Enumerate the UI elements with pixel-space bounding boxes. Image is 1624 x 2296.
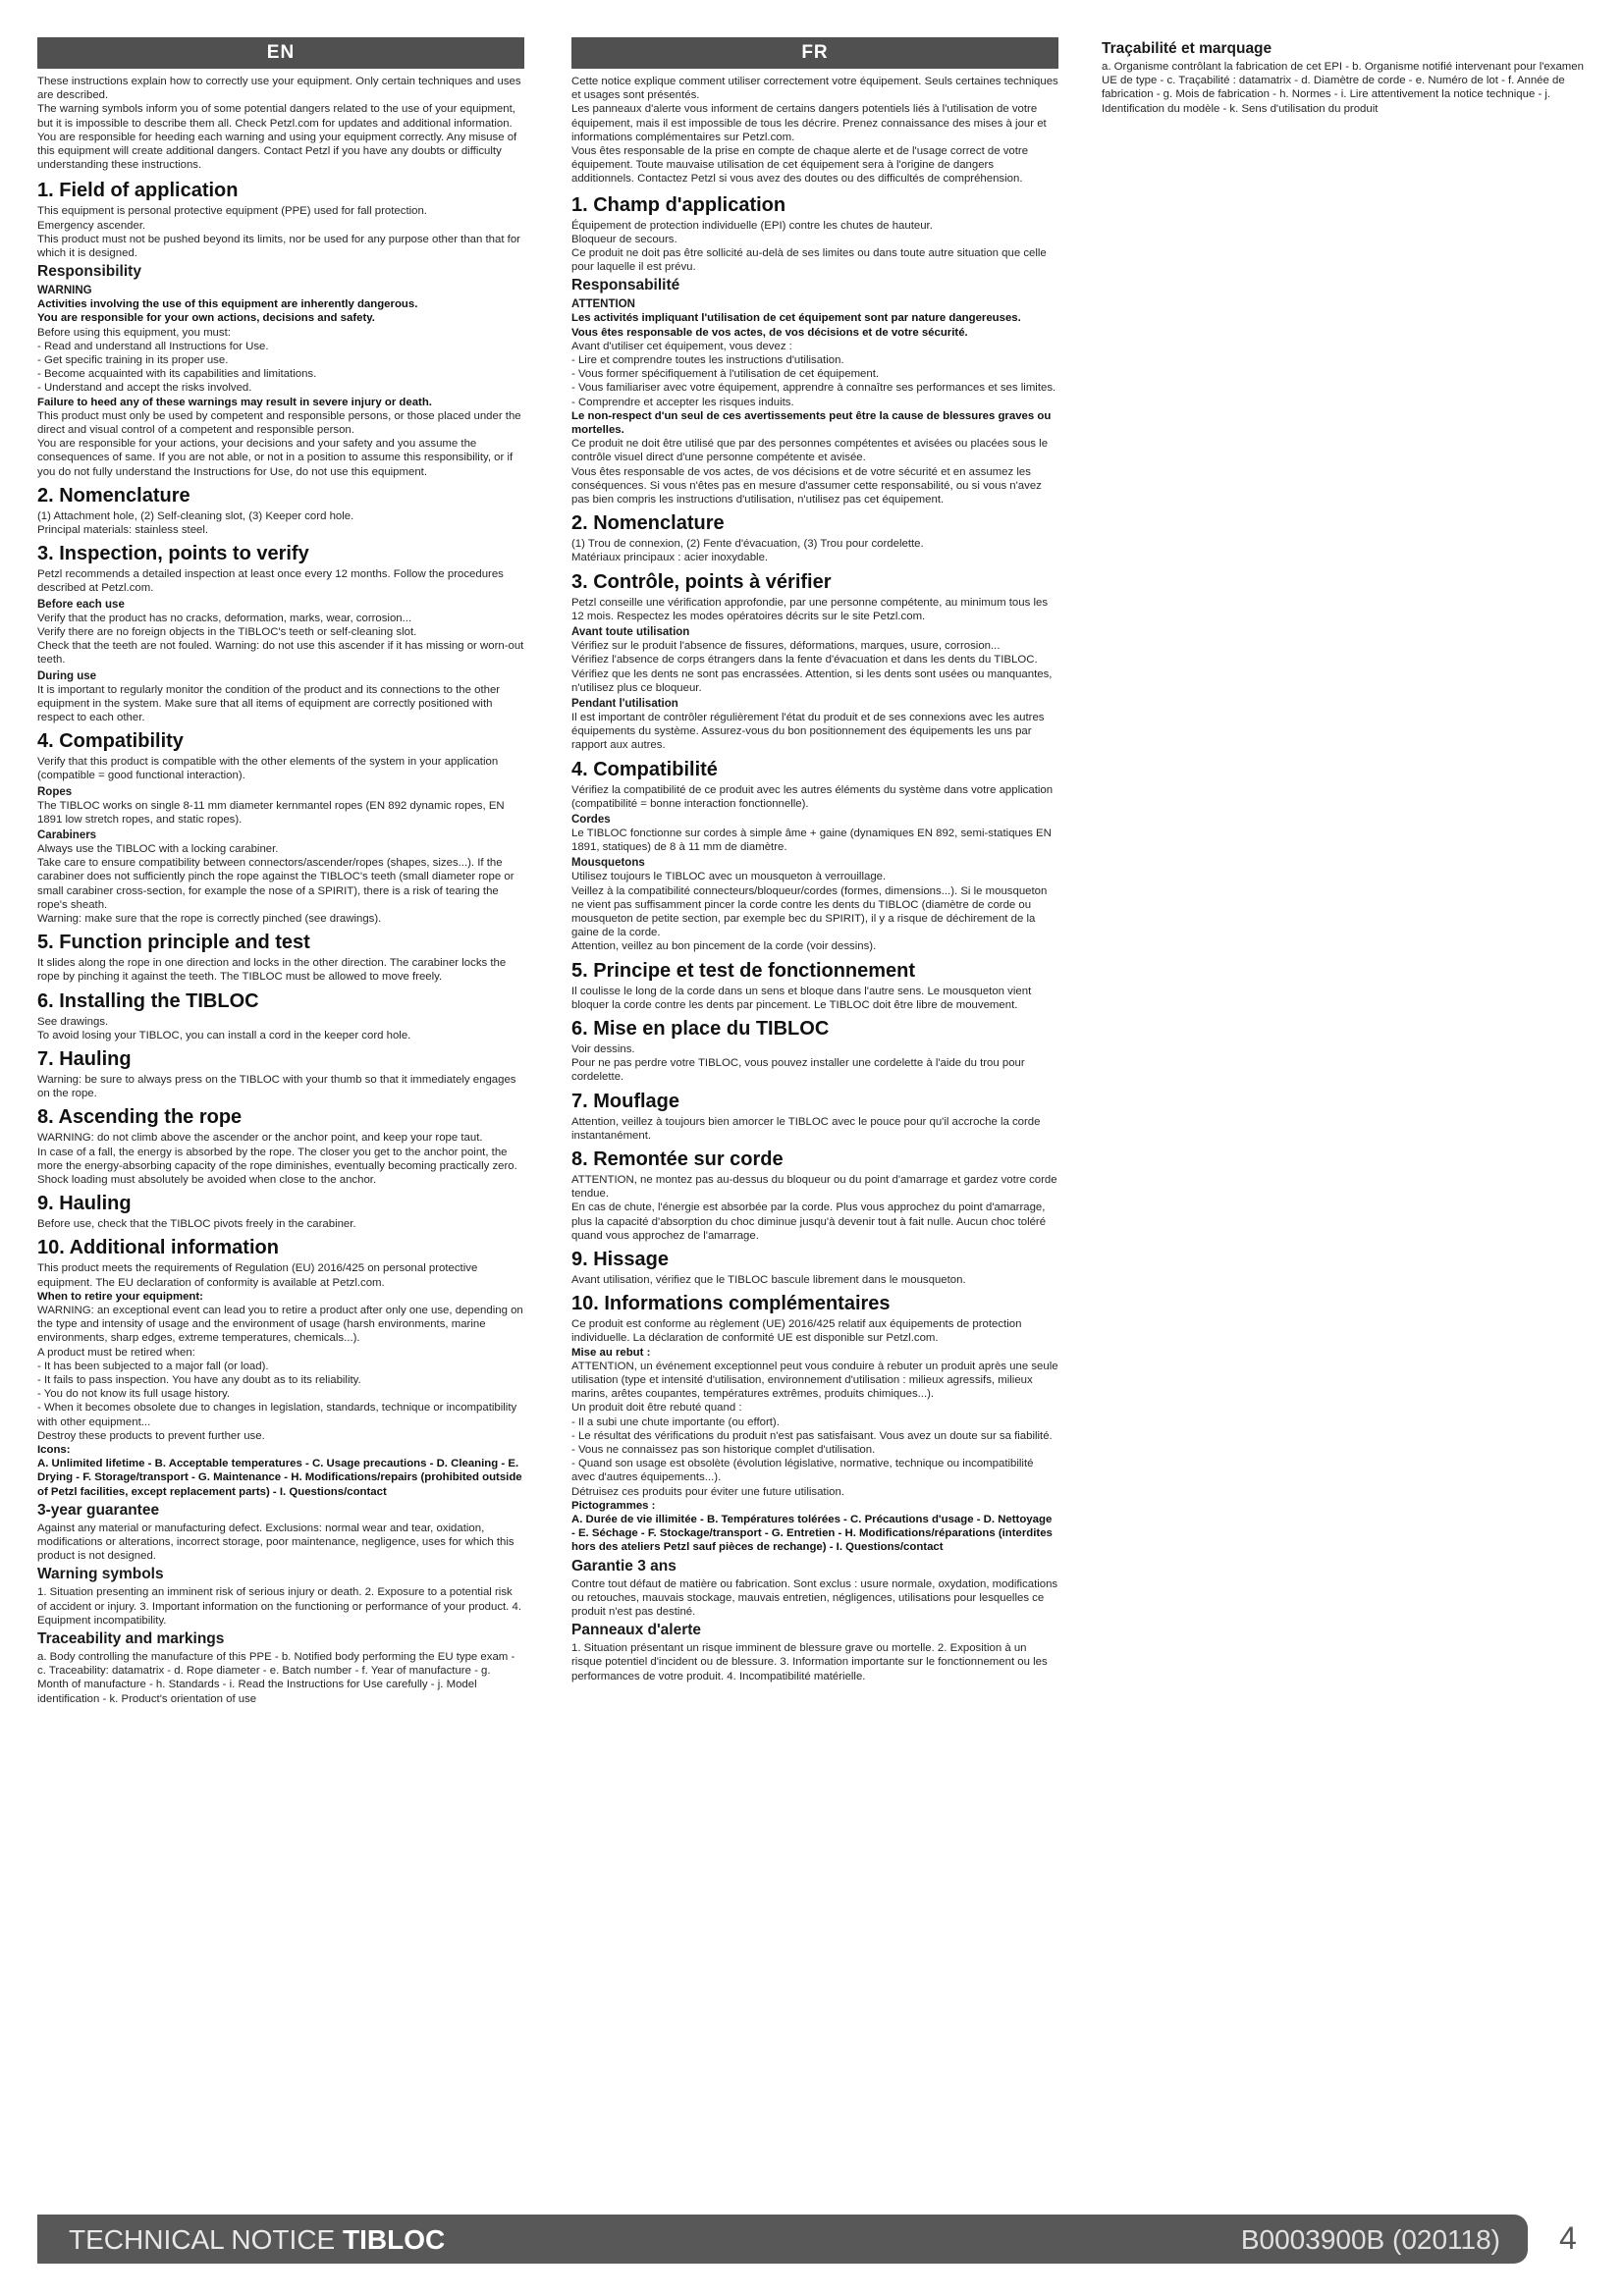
column-english: [37, 37, 524, 1706]
body-text: a. Organisme contrôlant la fabrication de cet EPI - b. Organisme notifié intervenant pour l'examen UE de type - c. Traçabilité : datamatrix - d. Diamètre de corde - e. Numéro de lot - f. Année de fabrication - g. Mois de fabrication - h. Normes - i. Lire attentivement la notice technique - j. Identification du modèle - k. Sens d'utilisation du produit: [1102, 61, 1584, 115]
body-text: - Il a subi une chute importante (ou effort).: [571, 1415, 780, 1428]
language-bar-fr: FR: [571, 37, 1058, 69]
body-text: Contre tout défaut de matière ou fabrication. Sont exclus : usure normale, oxydation, modifications ou retouches, mauvais stockage, mauvais entretien, négligences, utilisations pour lesquelles ce produit n'est pas destiné.: [571, 1577, 1058, 1619]
body-text: Voir dessins.: [571, 1042, 635, 1055]
body-text: Verify there are no foreign objects in the TIBLOC's teeth or self-cleaning slot.: [37, 625, 417, 638]
body-text: Ce produit est conforme au règlement (UE) 2016/425 relatif aux équipements de protection individuelle. La déclaration de conformité UE est disponible sur Petzl.com.: [571, 1318, 1022, 1345]
section-heading: 4. Compatibilité: [571, 758, 718, 780]
body-text: - Get specific training in its proper use.: [37, 354, 229, 367]
sections-fr: [571, 193, 1058, 1683]
body-text: WARNING: an exceptional event can lead you to retire a product after only one use, depending on the type and intensity of usage and the environment of usage (harsh environments, marine environments, sharp edges, extreme temperatures, chemicals...).: [37, 1304, 523, 1345]
body-text: Before using this equipment, you must:: [37, 326, 231, 339]
body-text: Matériaux principaux : acier inoxydable.: [571, 552, 769, 564]
body-text: Attention, veillez à toujours bien amorcer le TIBLOC avec le pouce pour qu'il accroche la corde instantanément.: [571, 1115, 1041, 1142]
body-text: Warning: be sure to always press on the TIBLOC with your thumb so that it immediately engages on the rope.: [37, 1073, 516, 1100]
page-number: 4: [1559, 2220, 1577, 2256]
body-text: - Lire et comprendre toutes les instructions d'utilisation.: [571, 354, 844, 367]
body-text: a. Body controlling the manufacture of this PPE - b. Notified body performing the EU type exam - c. Traceability: datamatrix - d. Rope diameter - e. Batch number - f. Year of manufacture - g. Month of manufacture - h. Standards - i. Read the Instructions for Use carefully - j. Model identification - k. Product's orientation of use: [37, 1651, 515, 1705]
body-text: Il coulisse le long de la corde dans un sens et bloque dans l'autre sens. Le mousqueton vient bloquer la corde contre les dents par pincement. Le TIBLOC doit être libre de mouvement.: [571, 985, 1032, 1011]
body-text: En cas de chute, l'énergie est absorbée par la corde. Plus vous approchez du point d'amarrage, plus la capacité d'absorption du choc diminue jusqu'à devenir tout à fait nulle. Aucun choc toléré quand vous approchez de l'amarrage.: [571, 1201, 1047, 1242]
footer-reference: B0003900B (020118): [1240, 2224, 1500, 2255]
intro-fr: [571, 75, 1058, 187]
body-text: This product must only be used by competent and responsible persons, or those placed under the direct and visual control of a competent and responsible person.: [37, 409, 521, 437]
section-heading: 2. Nomenclature: [37, 484, 190, 507]
subsection-heading: Warning symbols: [37, 1566, 164, 1583]
intro-en: [37, 75, 524, 172]
body-text: Le TIBLOC fonctionne sur cordes à simple âme + gaine (dynamiques EN 892, semi-statiques EN 1891, statiques) de 8 à 11 mm de diamètre.: [571, 827, 1052, 854]
body-text: 1. Situation présentant un risque imminent de blessure grave ou mortelle. 2. Exposition à un risque potentiel d'incident ou de blessure. 3. Information importante sur le fonctionnement ou les performances de votre produit. 4. Incompatibilité matérielle.: [571, 1642, 1048, 1682]
section-heading: 8. Remontée sur corde: [571, 1148, 784, 1170]
body-text: - Vous former spécifiquement à l'utilisation de cet équipement.: [571, 368, 880, 381]
body-text: Petzl recommends a detailed inspection at least once every 12 months. Follow the procedures described at Petzl.com.: [37, 568, 504, 595]
body-text: (1) Trou de connexion, (2) Fente d'évacuation, (3) Trou pour cordelette.: [571, 538, 924, 551]
section-heading: 8. Ascending the rope: [37, 1106, 243, 1129]
body-text: 1. Situation presenting an imminent risk of serious injury or death. 2. Exposure to a potential risk of accident or injury. 3. Important information on the functioning or performance of your product. 4. Equipment incompatibility.: [37, 1586, 522, 1627]
bold-text: You are responsible for your own actions, decisions and safety.: [37, 312, 375, 325]
body-text: It slides along the rope in one direction and locks in the other direction. The carabiner locks the rope by pinching it against the teeth. The TIBLOC must be allowed to move freely.: [37, 957, 507, 984]
body-text: - Understand and accept the risks involved.: [37, 382, 252, 395]
body-text: It is important to regularly monitor the condition of the product and its connections to the other equipment in the system. Make sure that all items of equipment are correctly positioned with respect to each other.: [37, 683, 501, 723]
section-heading: 9. Hauling: [37, 1193, 132, 1215]
sections-en: [37, 179, 524, 1705]
subsection-heading: Garantie 3 ans: [571, 1557, 677, 1575]
section-heading: 7. Hauling: [37, 1047, 132, 1070]
footer-product-name: TIBLOC: [343, 2224, 446, 2255]
section-heading: 3. Inspection, points to verify: [37, 543, 309, 565]
body-text: To avoid losing your TIBLOC, you can install a cord in the keeper cord hole.: [37, 1029, 411, 1041]
intro-paragraph: Les panneaux d'alerte vous informent de certains dangers potentiels liés à l'utilisation de votre équipement, mais il est impossible de tous les décrire. Prenez connaissance des mises à jour et informations complémentaires sur Petzl.com.: [571, 103, 1047, 143]
section-heading: 1. Field of application: [37, 180, 239, 202]
body-text: Before use, check that the TIBLOC pivots freely in the carabiner.: [37, 1218, 356, 1231]
minor-heading: Pendant l'utilisation: [571, 697, 678, 710]
body-text: Vous êtes responsable de vos actes, de vos décisions et de votre sécurité et en assumez les conséquences. Si vous n'êtes pas en mesure d'assumer cette responsabilité, ou si vous n'avez pas bien compris les instructions d'utilisation, n'utilisez pas cet équipement.: [571, 465, 1042, 507]
column-french-continued: [1102, 37, 1587, 116]
body-text: - Comprendre et accepter les risques induits.: [571, 396, 794, 408]
body-text: Principal materials: stainless steel.: [37, 524, 209, 537]
body-text: WARNING: do not climb above the ascender or the anchor point, and keep your rope taut.: [37, 1132, 483, 1145]
body-text: - Read and understand all Instructions for Use.: [37, 340, 269, 352]
section-heading: 7. Mouflage: [571, 1090, 680, 1112]
minor-heading: ATTENTION: [571, 298, 635, 311]
body-text: (1) Attachment hole, (2) Self-cleaning slot, (3) Keeper cord hole.: [37, 509, 354, 522]
footer-title-prefix: TECHNICAL NOTICE: [69, 2224, 336, 2255]
bold-text: Activities involving the use of this equipment are inherently dangerous.: [37, 298, 418, 311]
body-text: Vérifiez que les dents ne sont pas encrassées. Attention, si les dents sont usées ou manquantes, n'utilisez plus ce bloqueur.: [571, 667, 1053, 694]
body-text: Verify that the product has no cracks, deformation, marks, wear, corrosion...: [37, 612, 412, 624]
sections-third: [1102, 39, 1587, 116]
body-text: Il est important de contrôler régulièrement l'état du produit et de ses connexions avec les autres équipements du système. Assurez-vous du bon positionnement des équipements les uns par rapport aux autres.: [571, 711, 1045, 752]
intro-paragraph: Vous êtes responsable de la prise en compte de chaque alerte et de l'usage correct de votre équipement. Toute mauvaise utilisation de cet équipement sera à l'origine de dangers additionnels. Contactez Petzl si vous avez des doutes ou des difficultés de compréhension.: [571, 145, 1029, 186]
bold-text: Icons:: [37, 1444, 71, 1457]
body-text: Emergency ascender.: [37, 219, 146, 232]
body-text: You are responsible for your actions, your decisions and your safety and you assume the consequences of same. If you are not able, or not in a position to assume this responsibility, or if you do not fully understand the Instructions for Use, do not use this equipment.: [37, 438, 514, 478]
body-text: Check that the teeth are not fouled. Warning: do not use this ascender if it has missing or worn-out teeth.: [37, 640, 524, 667]
body-text: Destroy these products to prevent further use.: [37, 1429, 265, 1442]
bold-text: A. Durée de vie illimitée - B. Températures tolérées - C. Précautions d'usage - D. Nettoyage - E. Séchage - F. Stockage/transport - G. Entretien - H. Modifications/réparations (interdites hors des ateliers Petzl sauf pièces de rechange) - I. Questions/contact: [571, 1514, 1053, 1554]
bold-text: Le non-respect d'un seul de ces avertissements peut être la cause de blessures graves ou mortelles.: [571, 409, 1052, 437]
subsection-heading: Responsabilité: [571, 277, 680, 294]
bold-text: Les activités impliquant l'utilisation de cet équipement sont par nature dangereuses.: [571, 312, 1021, 325]
minor-heading: Carabiners: [37, 828, 97, 841]
bold-text: Mise au rebut :: [571, 1346, 651, 1359]
intro-paragraph: These instructions explain how to correctly use your equipment. Only certain techniques and uses are described.: [37, 76, 521, 102]
section-heading: 10. Informations complémentaires: [571, 1293, 891, 1315]
body-text: This product meets the requirements of Regulation (EU) 2016/425 on personal protective equipment. The EU declaration of conformity is available at Petzl.com.: [37, 1262, 478, 1289]
body-text: A product must be retired when:: [37, 1346, 195, 1359]
minor-heading: WARNING: [37, 285, 92, 297]
body-text: - It fails to pass inspection. You have any doubt as to its reliability.: [37, 1374, 361, 1386]
body-text: Pour ne pas perdre votre TIBLOC, vous pouvez installer une cordelette à l'aide du trou pour cordelette.: [571, 1057, 1025, 1084]
minor-heading: Mousquetons: [571, 857, 645, 870]
bold-text: Vous êtes responsable de vos actes, de vos décisions et de votre sécurité.: [571, 326, 968, 339]
section-heading: 1. Champ d'application: [571, 193, 786, 216]
body-text: Vérifiez sur le produit l'absence de fissures, déformations, marques, usure, corrosion...: [571, 640, 1001, 653]
body-text: See drawings.: [37, 1015, 109, 1028]
minor-heading: During use: [37, 669, 97, 682]
bold-text: When to retire your equipment:: [37, 1290, 203, 1303]
body-text: - Become acquainted with its capabilities and limitations.: [37, 368, 317, 381]
minor-heading: Ropes: [37, 785, 73, 798]
body-text: This equipment is personal protective equipment (PPE) used for fall protection.: [37, 205, 427, 218]
body-text: This product must not be pushed beyond its limits, nor be used for any purpose other than that for which it is designed.: [37, 233, 520, 260]
body-text: Always use the TIBLOC with a locking carabiner.: [37, 842, 279, 855]
body-text: - You do not know its full usage history.: [37, 1388, 231, 1401]
body-text: Avant utilisation, vérifiez que le TIBLOC bascule librement dans le mousqueton.: [571, 1273, 966, 1286]
body-text: Un produit doit être rebuté quand :: [571, 1402, 742, 1415]
section-heading: 3. Contrôle, points à vérifier: [571, 570, 832, 593]
bold-text: A. Unlimited lifetime - B. Acceptable temperatures - C. Usage precautions - D. Cleaning - E. Drying - F. Storage/transport - G. Maintenance - H. Modifications/repairs (prohibited outside of Petzl facilities, except replacement parts) - I. Questions/contact: [37, 1458, 522, 1498]
section-heading: 9. Hissage: [571, 1248, 669, 1270]
body-text: Utilisez toujours le TIBLOC avec un mousqueton à verrouillage.: [571, 871, 887, 883]
body-text: - Vous ne connaissez pas son historique complet d'utilisation.: [571, 1444, 876, 1457]
body-text: Against any material or manufacturing defect. Exclusions: normal wear and tear, oxidation, modifications or alterations, incorrect storage, poor maintenance, negligence, uses for which this product is not designed.: [37, 1522, 514, 1563]
body-text: Avant d'utiliser cet équipement, vous devez :: [571, 340, 792, 352]
subsection-heading: Traceability and markings: [37, 1630, 225, 1648]
body-text: Bloqueur de secours.: [571, 233, 677, 245]
body-text: - Le résultat des vérifications du produit n'est pas satisfaisant. Vous avez un doute sur sa fiabilité.: [571, 1429, 1053, 1442]
section-heading: 4. Compatibility: [37, 730, 184, 753]
section-heading: 10. Additional information: [37, 1237, 279, 1259]
body-text: Vérifiez l'absence de corps étrangers dans la fente d'évacuation et dans les dents du TIBLOC.: [571, 654, 1038, 667]
section-heading: 5. Function principle and test: [37, 932, 310, 954]
body-text: Ce produit ne doit être utilisé que par des personnes compétentes et avisées ou placées sous le contrôle visuel direct d'une personne compétente et avisée.: [571, 438, 1049, 464]
intro-paragraph: The warning symbols inform you of some potential dangers related to the use of your equipment, but it is impossible to describe them all. Check Petzl.com for updates and additional information.: [37, 103, 515, 130]
body-text: In case of a fall, the energy is absorbed by the rope. The closer you get to the anchor point, the more the energy-absorbing capacity of the rope diminishes, eventually becoming practically zero. Shock loading must absolutely be avoided when close to the anchor.: [37, 1146, 517, 1186]
language-bar-en: EN: [37, 37, 524, 69]
section-heading: 6. Installing the TIBLOC: [37, 989, 259, 1012]
body-text: ATTENTION, ne montez pas au-dessus du bloqueur ou du point d'amarrage et gardez votre corde tendue.: [571, 1173, 1057, 1201]
bold-text: Pictogrammes :: [571, 1499, 656, 1512]
bold-text: Failure to heed any of these warnings may result in severe injury or death.: [37, 396, 432, 408]
section-heading: 2. Nomenclature: [571, 512, 725, 535]
body-text: Vérifiez la compatibilité de ce produit avec les autres éléments du système dans votre application (compatibilité = bonne interaction fonctionnelle).: [571, 783, 1054, 810]
minor-heading: Cordes: [571, 813, 611, 826]
body-text: The TIBLOC works on single 8-11 mm diameter kernmantel ropes (EN 892 dynamic ropes, EN 1891 low stretch ropes, and static ropes).: [37, 799, 505, 826]
body-text: - When it becomes obsolete due to changes in legislation, standards, technique or incompatibility with other equipment...: [37, 1402, 517, 1428]
section-heading: 6. Mise en place du TIBLOC: [571, 1017, 830, 1040]
intro-paragraph: You are responsible for heeding each warning and using your equipment correctly. Any misuse of this equipment will create additional dangers. Contact Petzl if you have any doubts or difficulty understanding these instructions.: [37, 131, 517, 172]
intro-paragraph: Cette notice explique comment utiliser correctement votre équipement. Seuls certaines techniques et usages sont présentés.: [571, 76, 1058, 102]
body-text: Verify that this product is compatible with the other elements of the system in your application (compatible = good functional interaction).: [37, 756, 499, 782]
body-text: Warning: make sure that the rope is correctly pinched (see drawings).: [37, 912, 382, 925]
column-french: [571, 37, 1058, 1683]
subsection-heading: 3-year guarantee: [37, 1501, 160, 1519]
minor-heading: Avant toute utilisation: [571, 626, 690, 639]
body-text: Ce produit ne doit pas être sollicité au-delà de ses limites ou dans toute autre situation que celle pour laquelle il est prévu.: [571, 247, 1047, 274]
body-text: - It has been subjected to a major fall (or load).: [37, 1360, 269, 1372]
body-text: Veillez à la compatibilité connecteurs/bloqueur/cordes (formes, dimensions...). Si le mousqueton ne vient pas suffisamment pincer la corde contre les dents du TIBLOC (diamètre de corde ou mousqueton de petite section, par exemple bec du SPIRIT), il y a risque de déchirement de la gaine de la corde.: [571, 884, 1048, 939]
body-text: Petzl conseille une vérification approfondie, par une personne compétente, au minimum tous les 12 mois. Respectez les modes opératoires décrits sur le site Petzl.com.: [571, 596, 1049, 622]
body-text: - Quand son usage est obsolète (évolution législative, normative, technique ou incompatibilité avec d'autres équipements...).: [571, 1458, 1034, 1484]
body-text: Détruisez ces produits pour éviter une future utilisation.: [571, 1485, 844, 1498]
subsection-heading: Panneaux d'alerte: [571, 1622, 702, 1639]
section-heading: 5. Principe et test de fonctionnement: [571, 959, 916, 982]
body-text: ATTENTION, un événement exceptionnel peut vous conduire à rebuter un produit après une seule utilisation (type et intensité d'utilisation, environnement d'utilisation : milieux agressifs, milieux marins, arêtes coupantes, températures extrêmes, produits chimiques...).: [571, 1360, 1058, 1401]
body-text: Équipement de protection individuelle (EPI) contre les chutes de hauteur.: [571, 219, 933, 232]
body-text: - Vous familiariser avec votre équipement, apprendre à connaître ses performances et ses limites.: [571, 382, 1056, 395]
subsection-heading: Responsibility: [37, 263, 141, 281]
page-footer: [37, 2215, 1528, 2264]
body-text: Take care to ensure compatibility between connectors/ascender/ropes (shapes, sizes...). If the carabiner does not sufficiently pinch the rope against the TIBLOC's teeth (small diameter rope or small carabiner cross-section, for example the nose of a SPIRIT), there is a risk of tearing the rope's sheath.: [37, 857, 514, 911]
subsection-heading: Traçabilité et marquage: [1102, 40, 1272, 57]
body-text: Attention, veillez au bon pincement de la corde (voir dessins).: [571, 940, 877, 953]
footer-title: [69, 2224, 445, 2256]
minor-heading: Before each use: [37, 598, 125, 611]
